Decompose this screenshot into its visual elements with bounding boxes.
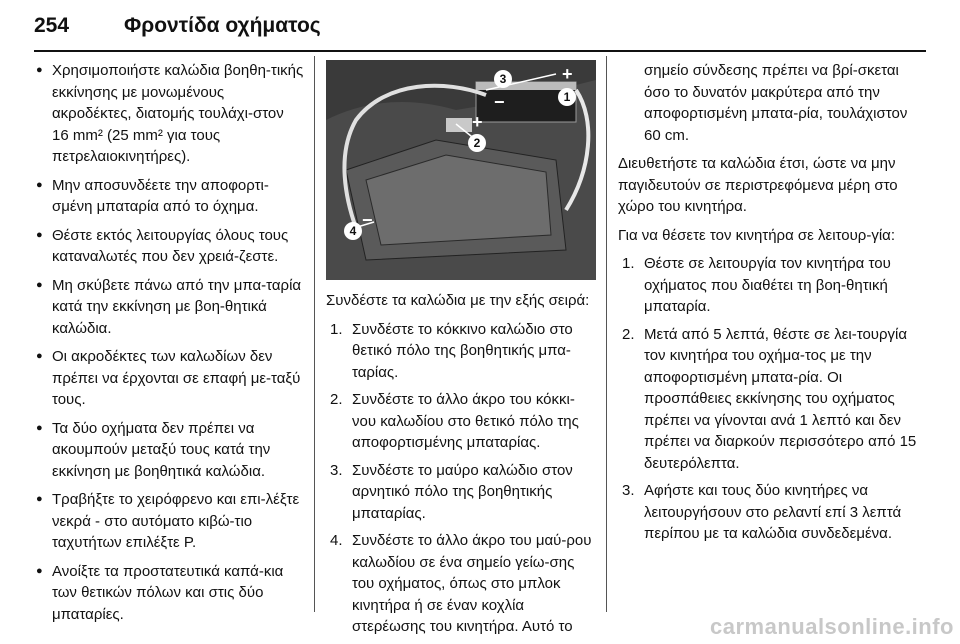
- chapter-title: Φροντίδα οχήματος: [124, 14, 321, 37]
- callout-4: 4: [344, 222, 362, 240]
- watermark: carmanualsonline.info: [710, 614, 954, 639]
- list-item: ● Τραβήξτε το χειρόφρενο και επι-λέξτε νεκρά - στο αυτόματο κιβώ-τιο ταχυτήτων επιλέξτε P.: [34, 489, 304, 554]
- callout-2: 2: [468, 134, 486, 152]
- precautions-list: [34, 60, 304, 625]
- column-divider-1: [314, 56, 315, 612]
- list-item: ● Οι ακροδέκτες των καλωδίων δεν πρέπει να έρχονται σε επαφή με-ταξύ τους.: [34, 346, 304, 411]
- list-item: 1. Συνδέστε το κόκκινο καλώδιο στο θετικό πόλο της βοηθητικής μπα-ταρίας.: [330, 320, 573, 381]
- list-item: ● Μην αποσυνδέετε την αποφορτι-σμένη μπαταρία από το όχημα.: [34, 175, 304, 218]
- connection-intro: Συνδέστε τα καλώδια με την εξής σειρά:: [326, 292, 590, 309]
- connection-steps: [326, 319, 596, 638]
- list-item: ● Τα δύο οχήματα δεν πρέπει να ακουμπούν μεταξύ τους κατά την εκκίνηση με βοηθητικά καλώδια.: [34, 418, 304, 483]
- plus-sign-terminal: +: [472, 112, 483, 132]
- list-item: ● Χρησιμοποιήστε καλώδια βοηθη-τικής εκκίνησης με μονωμένους ακροδέκτες, διατομής τουλάχι-στον 16 mm² (25 mm² για τους πετρελαιοκινητήρες).: [34, 60, 304, 168]
- header-rule: [34, 50, 926, 52]
- list-item: 2. Συνδέστε το άλλο άκρο του κόκκι-νου καλωδίου στο θετικό πόλο της αποφορτισμένης μπαταρίας.: [330, 391, 579, 451]
- list-item: 3. Συνδέστε το μαύρο καλώδιο στον αρνητικό πόλο της βοηθητικής μπαταρίας.: [330, 461, 573, 522]
- engine-bay-drawing: [326, 60, 596, 280]
- engine-start-steps: [618, 253, 926, 545]
- column-divider-2: [606, 56, 607, 612]
- list-item: 1. Θέστε σε λειτουργία τον κινητήρα του οχήματος που διαθέτει τη βοη-θητική μπαταρία.: [622, 255, 891, 315]
- column-3: [618, 60, 926, 551]
- callout-1: 1: [558, 88, 576, 106]
- column-1: [34, 60, 304, 632]
- column-2: [326, 60, 596, 644]
- plus-sign-battery: +: [562, 64, 573, 84]
- minus-sign-ground: −: [362, 210, 373, 230]
- list-item: 3. Αφήστε και τους δύο κινητήρες να λειτουργήσουν στο ρελαντί επί 3 λεπτά περίπου με τα καλώδια συνδεδεμένα.: [622, 482, 902, 542]
- list-item: ● Μη σκύβετε πάνω από την μπα-ταρία κατά την εκκίνηση με βοη-θητικά καλώδια.: [34, 275, 304, 340]
- engine-start-intro: Για να θέσετε τον κινητήρα σε λειτουρ-γία:: [618, 226, 896, 244]
- list-item: 4. Συνδέστε το άλλο άκρο του μαύ-ρου καλωδίου σε ένα σημείο γείω-σης του οχήματος, όπως στο μπλοκ κινητήρα ή σε έναν κοχλία στερέωσης του κινητήρα. Αυτό το: [330, 532, 592, 635]
- step-4-continuation: σημείο σύνδεσης πρέπει να βρί-σκεται όσο το δυνατόν μακρύτερα από την αποφορτισμένη μπατα-ρία, τουλάχιστον 60 cm.: [644, 62, 908, 144]
- jump-start-illustration: [326, 60, 596, 280]
- cable-routing-paragraph: Διευθετήστε τα καλώδια έτσι, ώστε να μην παγιδευτούν σε περιστρεφόμενα μέρη στο χώρο του κινητήρα.: [618, 155, 898, 215]
- list-item: ● Θέστε εκτός λειτουργίας όλους τους καταναλωτές που δεν χρειά-ζεστε.: [34, 225, 304, 268]
- list-item: 2. Μετά από 5 λεπτά, θέστε σε λει-τουργία τον κινητήρα του οχήμα-τος με την αποφορτισμένη μπατα-ρία. Οι προσπάθειες εκκίνησης του οχήματος πρέπει να γίνονται ανά 1 λεπτό και δεν πρέπει να διαρκούν περισσότερο από 15 δευτερόλεπτα.: [622, 325, 917, 472]
- page-number: 254: [34, 14, 70, 37]
- page-header: [34, 6, 321, 46]
- minus-sign-battery: −: [494, 92, 505, 112]
- list-item: ● Ανοίξτε τα προστατευτικά καπά-κια των θετικών πόλων και στις δύο μπαταρίες.: [34, 561, 304, 626]
- callout-3: 3: [494, 70, 512, 88]
